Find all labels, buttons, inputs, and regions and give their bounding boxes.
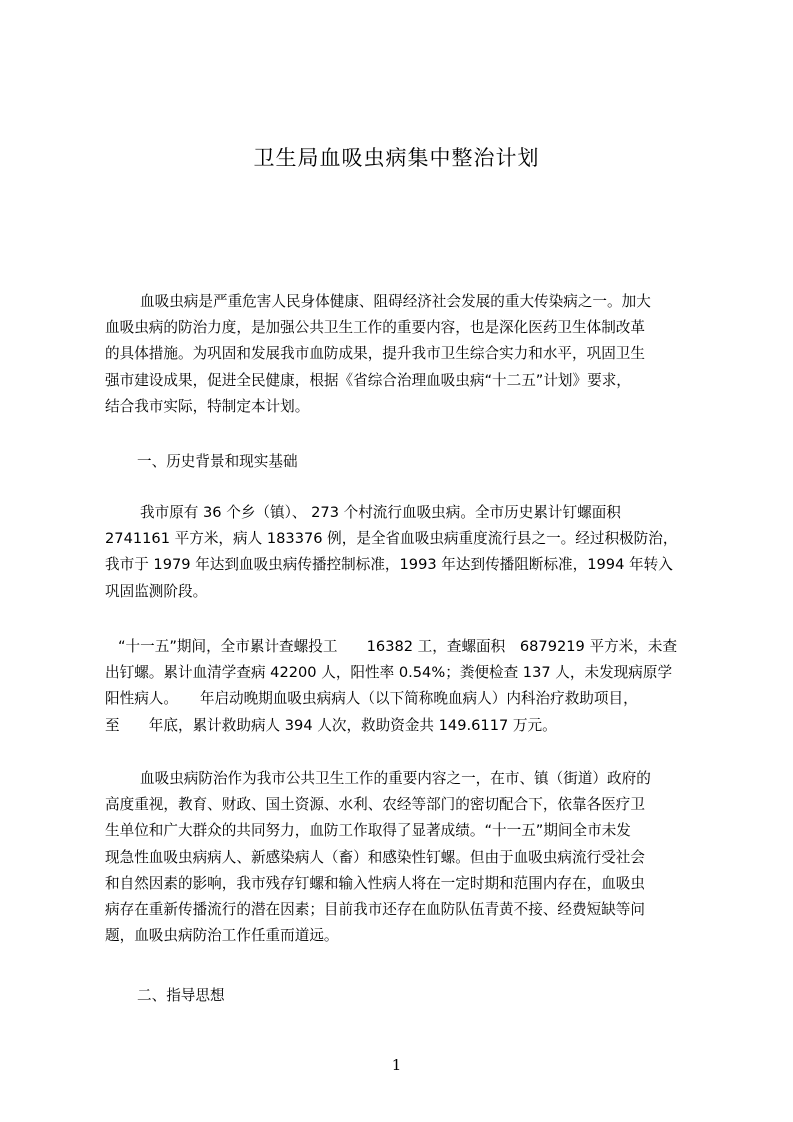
paragraph-line: 我市于 1979 年达到血吸虫病传播控制标准，1993 年达到传播阻断标准，1994 年转入 [105, 556, 673, 574]
section-heading-1: 一、历史背景和现实基础 [137, 453, 298, 470]
page-number: 1 [391, 1056, 402, 1074]
paragraph-line: 强市建设成果，促进全民健康，根据《省综合治理血吸虫病“十二五”计划》要求， [105, 371, 631, 389]
paragraph-line: 和自然因素的影响，我市残存钉螺和输入性病人将在一定时期和范围内存在，血吸虫 [105, 874, 645, 892]
section1-paragraph-1 [105, 500, 701, 605]
paragraph-line: 阳性病人。 年启动晚期血吸虫病病人（以下简称晚血病人）内科治疗救助项目， [105, 690, 638, 708]
paragraph-line: 现急性血吸虫病病人、新感染病人（畜）和感染性钉螺。但由于血吸虫病流行受社会 [105, 848, 645, 866]
paragraph-line: 巩固监测阶段。 [105, 582, 208, 600]
paragraph-line: 高度重视，教育、财政、国土资源、水利、农经等部门的密切配合下，依靠各医疗卫 [105, 796, 645, 814]
paragraph-line: 的具体措施。为巩固和发展我市血防成果，提升我市卫生综合实力和水平，巩固卫生 [105, 345, 645, 363]
paragraph-line: “十一五”期间，全市累计查螺投工 16382 工，查螺面积 6879219 平方米，未查 [118, 638, 678, 655]
paragraph-line: 血吸虫病是严重危害人民身体健康、阻碍经济社会发展的重大传染病之一。加大 [140, 293, 651, 310]
section1-paragraph-2 [105, 634, 701, 739]
paragraph-line: 题，血吸虫病防治工作任重而道远。 [105, 927, 339, 945]
paragraph-line: 血吸虫病防治作为我市公共卫生工作的重要内容之一，在市、镇（街道）政府的 [140, 770, 651, 787]
paragraph-line: 病存在重新传播流行的潜在因素；目前我市还存在血防队伍青黄不接、经费短缺等问 [105, 901, 645, 919]
section1-paragraph-3 [105, 766, 701, 949]
paragraph-line: 结合我市实际，特制定本计划。 [105, 397, 310, 415]
paragraph-line: 出钉螺。累计血清学查病 42200 人，阳性率 0.54%；粪便检查 137 人，未发现病原学 [105, 664, 673, 682]
document-title: 卫生局血吸虫病集中整治计划 [253, 146, 540, 170]
paragraph-line: 我市原有 36 个乡（镇）、 273 个村流行血吸虫病。全市历史累计钉螺面积 [140, 504, 621, 521]
paragraph-line: 至 年底，累计救助病人 394 人次，救助资金共 149.6117 万元。 [105, 716, 557, 734]
paragraph-line: 生单位和广大群众的共同努力，血防工作取得了显著成绩。“十一五”期间全市未发 [105, 822, 631, 840]
section-heading-2: 二、指导思想 [137, 987, 225, 1004]
intro-paragraph [105, 289, 701, 420]
paragraph-line: 血吸虫病的防治力度，是加强公共卫生工作的重要内容，也是深化医药卫生体制改革 [105, 319, 645, 337]
paragraph-line: 2741161 平方米，病人 183376 例，是全省血吸虫病重度流行县之一。经过积极防治， [105, 530, 678, 548]
